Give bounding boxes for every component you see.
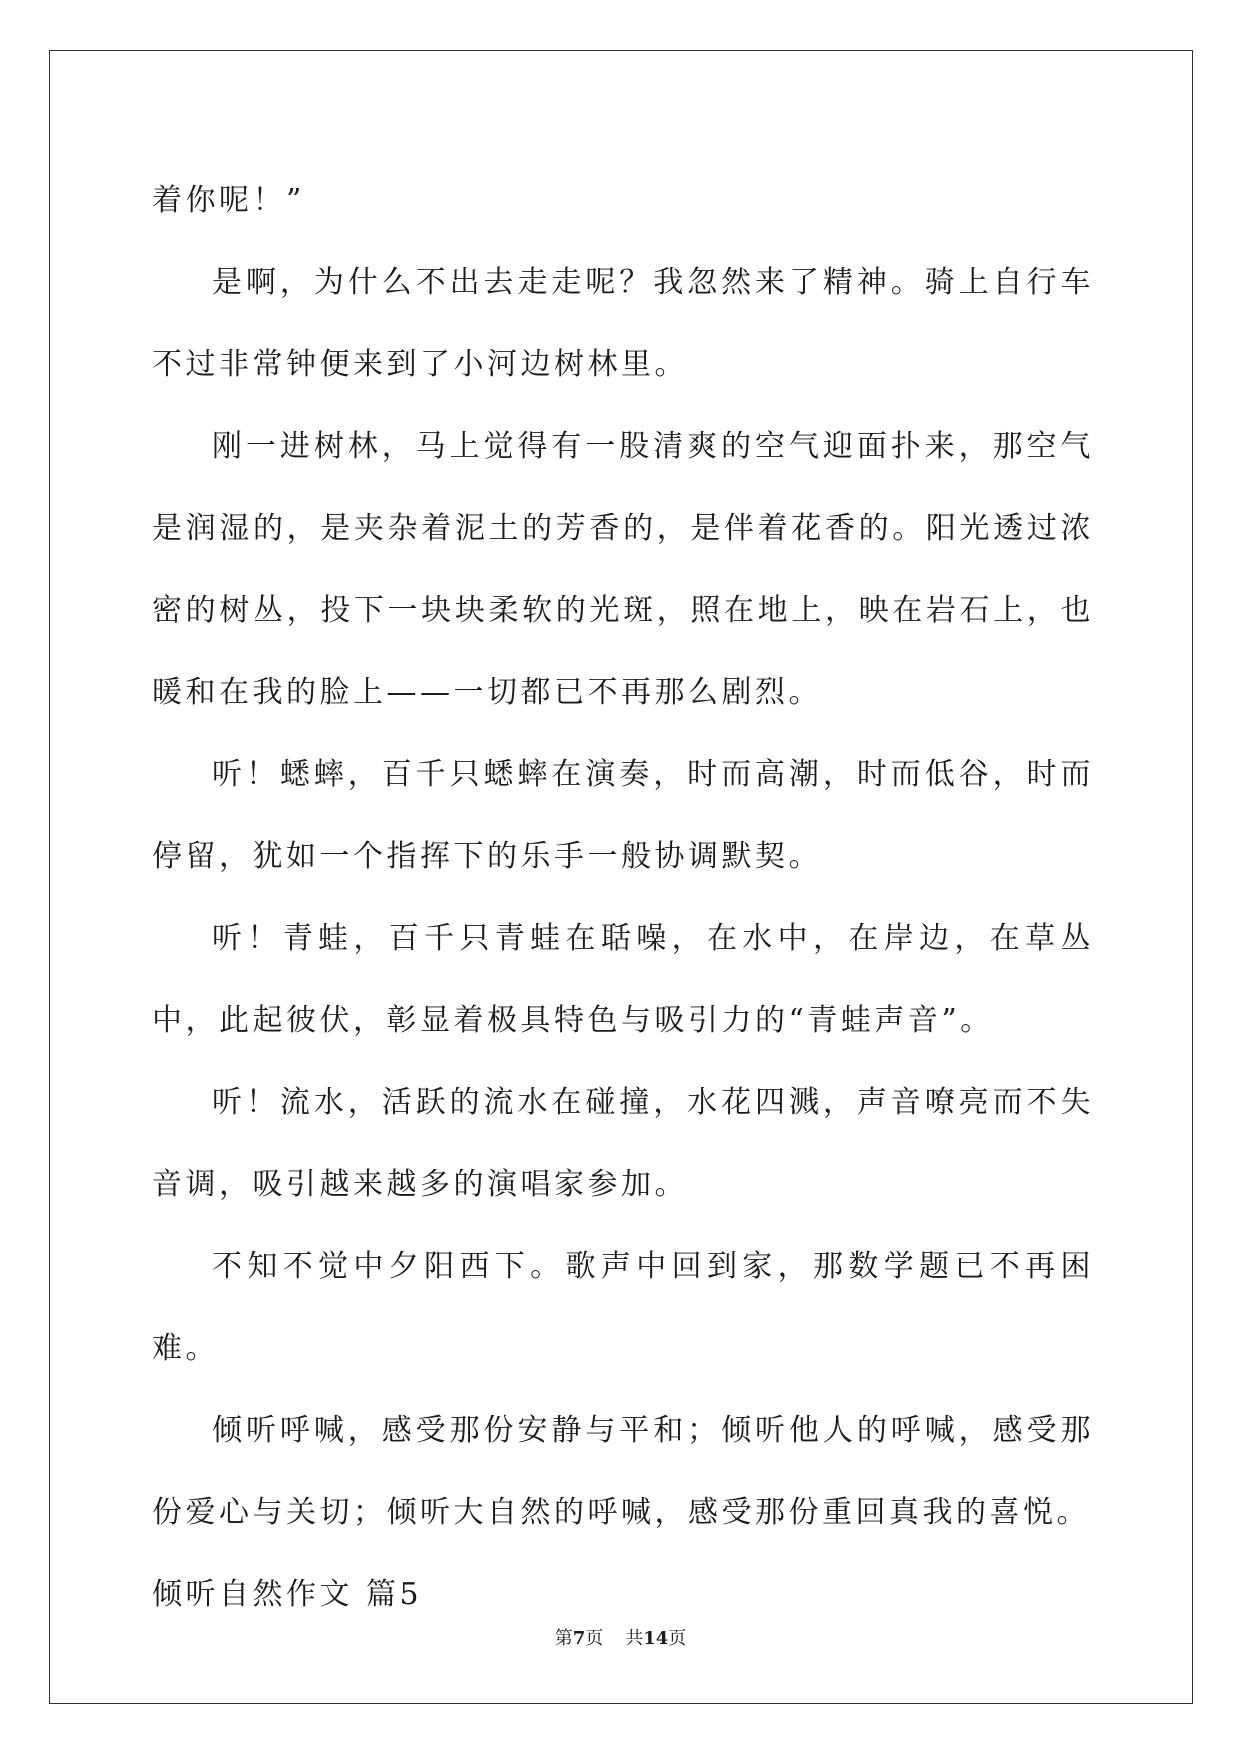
paragraph-continuation: 着你呢！” [152,183,305,218]
paragraph: 倾听呼喊，感受那份安静与平和；倾听他人的呼喊，感受那份爱心与关切；倾听大自然的呼喊，感受那份重回真我的喜悦。 [152,1413,1094,1530]
paragraph: 刚一进树林，马上觉得有一股清爽的空气迎面扑来，那空气是润湿的，是夹杂着泥土的芳香的，是伴着花香的。阳光透过浓密的树丛，投下一块块柔软的光斑，照在地上，映在岩石上，也暖和在我的脸上——一切都已不再那么剧烈。 [152,429,1094,710]
paragraph: 听！流水，活跃的流水在碰撞，水花四溅，声音嘹亮而不失音调，吸引越来越多的演唱家参加。 [152,1085,1094,1202]
paragraph: 听！青蛙，百千只青蛙在聒噪，在水中，在岸边，在草丛中，此起彼伏，彰显着极具特色与吸引力的“青蛙声音”。 [152,921,1094,1038]
paragraph: 听！蟋蟀，百千只蟋蟀在演奏，时而高潮，时而低谷，时而停留，犹如一个指挥下的乐手一般协调默契。 [152,757,1094,874]
page-footer [0,1624,1241,1650]
footer-total-suffix: 页 [668,1628,687,1649]
paragraph: 不知不觉中夕阳西下。歌声中回到家，那数学题已不再困难。 [152,1249,1094,1366]
paragraph: 是啊，为什么不出去走走呢？我忽然来了精神。骑上自行车不过非常钟便来到了小河边树林里。 [152,265,1094,382]
footer-page-word: 页 [585,1628,604,1649]
footer-prefix: 第 [554,1628,573,1649]
document-body [152,160,1094,1636]
total-page-count: 14 [643,1628,669,1649]
footer-total-prefix: 共 [625,1628,644,1649]
current-page-number: 7 [572,1628,586,1649]
section-heading: 倾听自然作文 篇5 [152,1577,423,1612]
